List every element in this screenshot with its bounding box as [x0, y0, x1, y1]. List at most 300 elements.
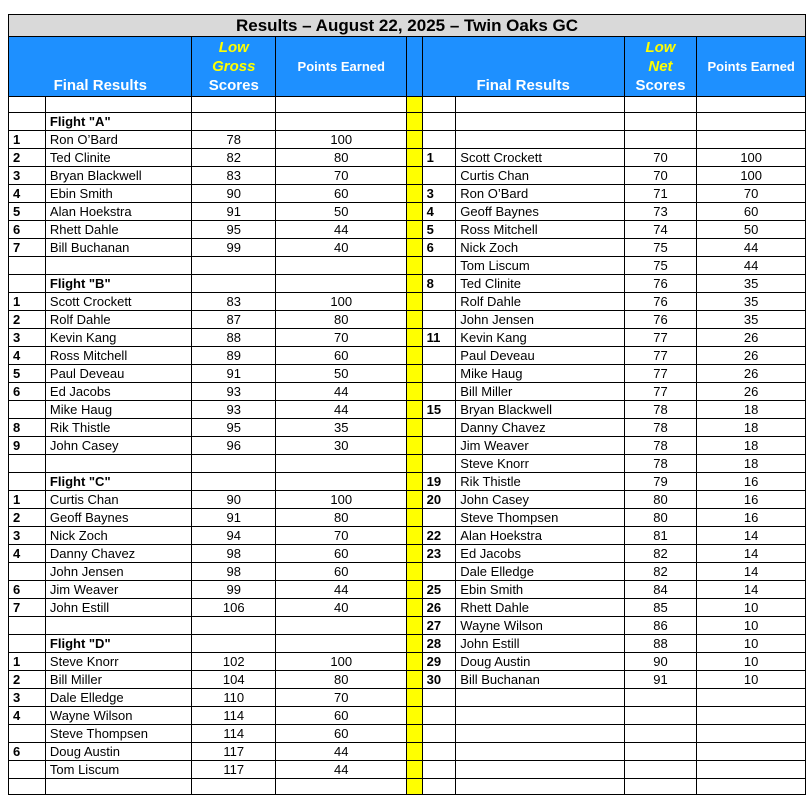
left-player-name: Scott Crockett [45, 293, 192, 311]
right-points: 26 [697, 347, 806, 365]
left-points-cell [276, 257, 407, 275]
right-rank: 5 [422, 221, 456, 239]
left-rank: 6 [9, 383, 46, 401]
right-player-name: Curtis Chan [456, 167, 624, 185]
right-points: 18 [697, 455, 806, 473]
right-rank: 11 [422, 329, 456, 347]
left-player-name: Curtis Chan [45, 491, 192, 509]
left-player-name: Ted Clinite [45, 149, 192, 167]
left-points-cell [276, 275, 407, 293]
left-gross-score: 114 [192, 707, 276, 725]
right-net-score: 91 [624, 671, 697, 689]
right-player-name: Rolf Dahle [456, 293, 624, 311]
right-net-score: 80 [624, 509, 697, 527]
column-separator [407, 203, 422, 221]
left-player-name: Ross Mitchell [45, 347, 192, 365]
right-points: 10 [697, 653, 806, 671]
table-row [9, 311, 806, 329]
right-player-name: Ted Clinite [456, 275, 624, 293]
gross-word-label: Gross [212, 58, 256, 75]
column-separator [407, 455, 422, 473]
table-row [9, 491, 806, 509]
right-points: 14 [697, 545, 806, 563]
right-score-cell [624, 743, 697, 761]
left-score-cell [192, 275, 276, 293]
right-points: 18 [697, 419, 806, 437]
column-separator [407, 707, 422, 725]
left-rank: 2 [9, 671, 46, 689]
right-net-score: 80 [624, 491, 697, 509]
right-net-score: 71 [624, 185, 697, 203]
right-net-score: 70 [624, 167, 697, 185]
left-gross-score: 106 [192, 599, 276, 617]
left-score-cell [192, 617, 276, 635]
left-gross-score: 99 [192, 581, 276, 599]
left-rank: 1 [9, 131, 46, 149]
column-separator [407, 329, 422, 347]
left-rank-cell [9, 635, 46, 653]
right-rank [422, 167, 456, 185]
left-points: 50 [276, 365, 407, 383]
table-row [9, 239, 806, 257]
right-points-cell [697, 707, 806, 725]
right-score-cell [624, 725, 697, 743]
flight-label: Flight "D" [45, 635, 192, 653]
left-points: 30 [276, 437, 407, 455]
left-rank: 2 [9, 311, 46, 329]
left-gross-score: 91 [192, 509, 276, 527]
net-word-label: Net [648, 58, 673, 75]
right-player-name: Doug Austin [456, 653, 624, 671]
right-rank: 28 [422, 635, 456, 653]
left-name-cell [45, 779, 192, 795]
left-points: 60 [276, 563, 407, 581]
right-name-cell [456, 725, 624, 743]
left-gross-score: 99 [192, 239, 276, 257]
left-score-cell [192, 97, 276, 113]
left-points: 40 [276, 599, 407, 617]
left-rank: 5 [9, 365, 46, 383]
column-separator [407, 653, 422, 671]
left-player-name: John Estill [45, 599, 192, 617]
left-gross-score: 90 [192, 185, 276, 203]
right-rank: 26 [422, 599, 456, 617]
right-rank: 3 [422, 185, 456, 203]
results-sheet [8, 14, 806, 795]
left-rank-cell [9, 97, 46, 113]
left-gross-score: 96 [192, 437, 276, 455]
right-rank [422, 437, 456, 455]
right-player-name: Scott Crockett [456, 149, 624, 167]
left-gross-score: 94 [192, 527, 276, 545]
left-player-name: Jim Weaver [45, 581, 192, 599]
left-rank-cell [9, 473, 46, 491]
right-net-score: 76 [624, 293, 697, 311]
left-gross-score: 95 [192, 419, 276, 437]
column-separator [407, 113, 422, 131]
left-rank: 6 [9, 743, 46, 761]
right-points-cell [697, 779, 806, 795]
left-points: 100 [276, 293, 407, 311]
net-low-label: Low [645, 39, 676, 56]
left-points-cell [276, 97, 407, 113]
left-score-cell [192, 473, 276, 491]
flight-label: Flight "C" [45, 473, 192, 491]
right-net-score: 70 [624, 149, 697, 167]
right-points: 35 [697, 311, 806, 329]
table-row [9, 617, 806, 635]
left-gross-score: 83 [192, 293, 276, 311]
right-rank-cell [422, 779, 456, 795]
left-gross-score: 110 [192, 689, 276, 707]
left-name-cell [45, 257, 192, 275]
right-player-name: John Estill [456, 635, 624, 653]
column-separator [407, 671, 422, 689]
left-gross-score: 117 [192, 743, 276, 761]
left-points: 44 [276, 383, 407, 401]
left-player-name: Danny Chavez [45, 545, 192, 563]
table-row [9, 653, 806, 671]
right-rank [422, 563, 456, 581]
table-row [9, 329, 806, 347]
left-points: 35 [276, 419, 407, 437]
left-points: 44 [276, 581, 407, 599]
table-row [9, 689, 806, 707]
right-points: 18 [697, 401, 806, 419]
right-rank-cell [422, 707, 456, 725]
right-points: 10 [697, 617, 806, 635]
column-separator [407, 617, 422, 635]
left-name-cell [45, 97, 192, 113]
right-player-name: Bill Miller [456, 383, 624, 401]
right-points: 14 [697, 581, 806, 599]
left-points: 70 [276, 167, 407, 185]
right-net-score: 77 [624, 347, 697, 365]
table-row [9, 545, 806, 563]
left-player-name: Dale Elledge [45, 689, 192, 707]
right-points: 44 [697, 239, 806, 257]
left-score-cell [192, 635, 276, 653]
left-player-name: Paul Deveau [45, 365, 192, 383]
net-scores-label: Scores [635, 77, 686, 94]
right-points: 50 [697, 221, 806, 239]
left-gross-score: 88 [192, 329, 276, 347]
right-player-name: Dale Elledge [456, 563, 624, 581]
table-row [9, 671, 806, 689]
table-row [9, 113, 806, 131]
left-gross-score: 93 [192, 383, 276, 401]
table-row [9, 635, 806, 653]
column-separator [407, 419, 422, 437]
left-player-name: Wayne Wilson [45, 707, 192, 725]
flight-label: Flight "B" [45, 275, 192, 293]
right-player-name: Bryan Blackwell [456, 401, 624, 419]
table-row [9, 527, 806, 545]
right-player-name: Ebin Smith [456, 581, 624, 599]
table-row [9, 581, 806, 599]
left-points: 70 [276, 689, 407, 707]
column-separator [407, 509, 422, 527]
right-rank: 19 [422, 473, 456, 491]
right-player-name: Ross Mitchell [456, 221, 624, 239]
right-points: 10 [697, 671, 806, 689]
right-net-score: 78 [624, 419, 697, 437]
table-row [9, 131, 806, 149]
gross-scores-label: Scores [208, 77, 259, 94]
left-points: 60 [276, 707, 407, 725]
right-points: 60 [697, 203, 806, 221]
right-rank: 30 [422, 671, 456, 689]
right-points-cell [697, 131, 806, 149]
right-name-cell [456, 743, 624, 761]
column-separator [407, 347, 422, 365]
left-rank: 1 [9, 653, 46, 671]
right-net-score: 78 [624, 401, 697, 419]
table-row [9, 347, 806, 365]
right-rank: 23 [422, 545, 456, 563]
left-player-name: Rolf Dahle [45, 311, 192, 329]
right-rank: 20 [422, 491, 456, 509]
gross-low-label: Low [218, 39, 249, 56]
column-separator [407, 257, 422, 275]
right-net-score: 82 [624, 545, 697, 563]
left-rank: 4 [9, 185, 46, 203]
right-points: 44 [697, 257, 806, 275]
column-separator [407, 527, 422, 545]
left-points-cell [276, 473, 407, 491]
table-row [9, 149, 806, 167]
right-rank-cell [422, 97, 456, 113]
table-row [9, 599, 806, 617]
right-rank [422, 257, 456, 275]
left-gross-score: 78 [192, 131, 276, 149]
left-gross-score: 93 [192, 401, 276, 419]
right-score-cell [624, 689, 697, 707]
left-gross-score: 83 [192, 167, 276, 185]
column-separator [407, 437, 422, 455]
left-rank-cell [9, 779, 46, 795]
right-score-cell [624, 779, 697, 795]
left-points: 100 [276, 131, 407, 149]
right-net-score: 79 [624, 473, 697, 491]
left-gross-score: 102 [192, 653, 276, 671]
right-points: 26 [697, 329, 806, 347]
column-separator [407, 131, 422, 149]
left-rank [9, 401, 46, 419]
left-gross-score: 82 [192, 149, 276, 167]
table-row [9, 455, 806, 473]
left-rank: 4 [9, 707, 46, 725]
column-separator [407, 167, 422, 185]
left-gross-score: 114 [192, 725, 276, 743]
table-row [9, 221, 806, 239]
left-player-name: Bryan Blackwell [45, 167, 192, 185]
right-player-name: Danny Chavez [456, 419, 624, 437]
left-rank: 3 [9, 689, 46, 707]
right-score-cell [624, 131, 697, 149]
table-row [9, 293, 806, 311]
right-points: 16 [697, 491, 806, 509]
left-points: 80 [276, 149, 407, 167]
column-separator [407, 473, 422, 491]
left-points: 50 [276, 203, 407, 221]
table-row [9, 419, 806, 437]
left-score-cell [192, 113, 276, 131]
left-gross-score: 98 [192, 545, 276, 563]
right-points-cell [697, 97, 806, 113]
table-row [9, 365, 806, 383]
left-rank-cell [9, 275, 46, 293]
right-player-name: Mike Haug [456, 365, 624, 383]
right-points-cell [697, 761, 806, 779]
left-rank [9, 563, 46, 581]
right-player-name: Steve Thompsen [456, 509, 624, 527]
left-points: 40 [276, 239, 407, 257]
right-rank [422, 293, 456, 311]
column-separator [407, 725, 422, 743]
column-separator [407, 365, 422, 383]
right-rank [422, 383, 456, 401]
right-points: 100 [697, 149, 806, 167]
column-separator [407, 689, 422, 707]
left-player-name: Tom Liscum [45, 761, 192, 779]
left-rank-cell [9, 617, 46, 635]
right-net-score: 88 [624, 635, 697, 653]
table-row [9, 257, 806, 275]
table-row [9, 761, 806, 779]
left-points-cell [276, 617, 407, 635]
column-separator [407, 293, 422, 311]
right-name-cell [456, 689, 624, 707]
left-rank: 4 [9, 347, 46, 365]
left-rank [9, 725, 46, 743]
left-rank: 3 [9, 329, 46, 347]
right-player-name: Kevin Kang [456, 329, 624, 347]
left-rank: 9 [9, 437, 46, 455]
right-final-results-header: Final Results [422, 37, 624, 97]
right-points-cell [697, 743, 806, 761]
right-net-score: 75 [624, 257, 697, 275]
right-rank [422, 311, 456, 329]
right-player-name: Bill Buchanan [456, 671, 624, 689]
left-rank-cell [9, 455, 46, 473]
right-net-score: 77 [624, 329, 697, 347]
left-points: 70 [276, 527, 407, 545]
left-player-name: John Jensen [45, 563, 192, 581]
right-points: 26 [697, 383, 806, 401]
right-rank: 6 [422, 239, 456, 257]
left-player-name: Bill Buchanan [45, 239, 192, 257]
left-gross-score: 98 [192, 563, 276, 581]
right-player-name: Jim Weaver [456, 437, 624, 455]
right-points: 14 [697, 563, 806, 581]
left-points-cell [276, 779, 407, 795]
left-rank: 6 [9, 221, 46, 239]
column-separator [407, 311, 422, 329]
right-points: 16 [697, 473, 806, 491]
left-player-name: Geoff Baynes [45, 509, 192, 527]
left-final-results-header: Final Results [9, 37, 192, 97]
right-net-score: 74 [624, 221, 697, 239]
left-player-name: Alan Hoekstra [45, 203, 192, 221]
left-player-name: John Casey [45, 437, 192, 455]
column-separator [407, 185, 422, 203]
right-player-name: Ron O’Bard [456, 185, 624, 203]
left-gross-score: 91 [192, 365, 276, 383]
right-rank [422, 365, 456, 383]
left-rank-cell [9, 113, 46, 131]
right-points: 16 [697, 509, 806, 527]
left-player-name: Steve Thompsen [45, 725, 192, 743]
left-points: 60 [276, 185, 407, 203]
right-net-score: 76 [624, 275, 697, 293]
right-name-cell [456, 97, 624, 113]
column-separator [407, 239, 422, 257]
right-points: 18 [697, 437, 806, 455]
column-separator [407, 743, 422, 761]
results-table [8, 14, 806, 795]
table-row [9, 509, 806, 527]
left-points: 44 [276, 401, 407, 419]
column-separator [407, 97, 422, 113]
right-player-name: Wayne Wilson [456, 617, 624, 635]
right-net-score: 82 [624, 563, 697, 581]
left-rank: 2 [9, 509, 46, 527]
right-rank-cell [422, 725, 456, 743]
right-rank-cell [422, 113, 456, 131]
right-player-name: Paul Deveau [456, 347, 624, 365]
right-name-cell [456, 131, 624, 149]
right-rank-cell [422, 761, 456, 779]
left-score-cell [192, 779, 276, 795]
right-net-score: 75 [624, 239, 697, 257]
left-gross-score: 87 [192, 311, 276, 329]
right-points-header: Points Earned [697, 37, 806, 97]
right-net-score: 77 [624, 365, 697, 383]
right-name-cell [456, 761, 624, 779]
right-net-score: 86 [624, 617, 697, 635]
table-row [9, 401, 806, 419]
left-points-cell [276, 455, 407, 473]
left-points: 100 [276, 491, 407, 509]
left-rank: 1 [9, 491, 46, 509]
right-points: 70 [697, 185, 806, 203]
left-player-name: Rik Thistle [45, 419, 192, 437]
left-points-cell [276, 635, 407, 653]
left-rank: 2 [9, 149, 46, 167]
right-net-score: 90 [624, 653, 697, 671]
left-rank: 7 [9, 239, 46, 257]
right-points: 26 [697, 365, 806, 383]
right-name-cell [456, 113, 624, 131]
right-net-score: 85 [624, 599, 697, 617]
right-rank: 29 [422, 653, 456, 671]
left-points: 44 [276, 761, 407, 779]
left-player-name: Ed Jacobs [45, 383, 192, 401]
left-rank: 6 [9, 581, 46, 599]
left-player-name: Mike Haug [45, 401, 192, 419]
table-row [9, 725, 806, 743]
right-points: 35 [697, 293, 806, 311]
left-player-name: Doug Austin [45, 743, 192, 761]
column-separator [407, 545, 422, 563]
column-separator [407, 779, 422, 795]
right-rank [422, 347, 456, 365]
left-player-name: Kevin Kang [45, 329, 192, 347]
table-row [9, 707, 806, 725]
right-points: 10 [697, 635, 806, 653]
left-points: 60 [276, 545, 407, 563]
